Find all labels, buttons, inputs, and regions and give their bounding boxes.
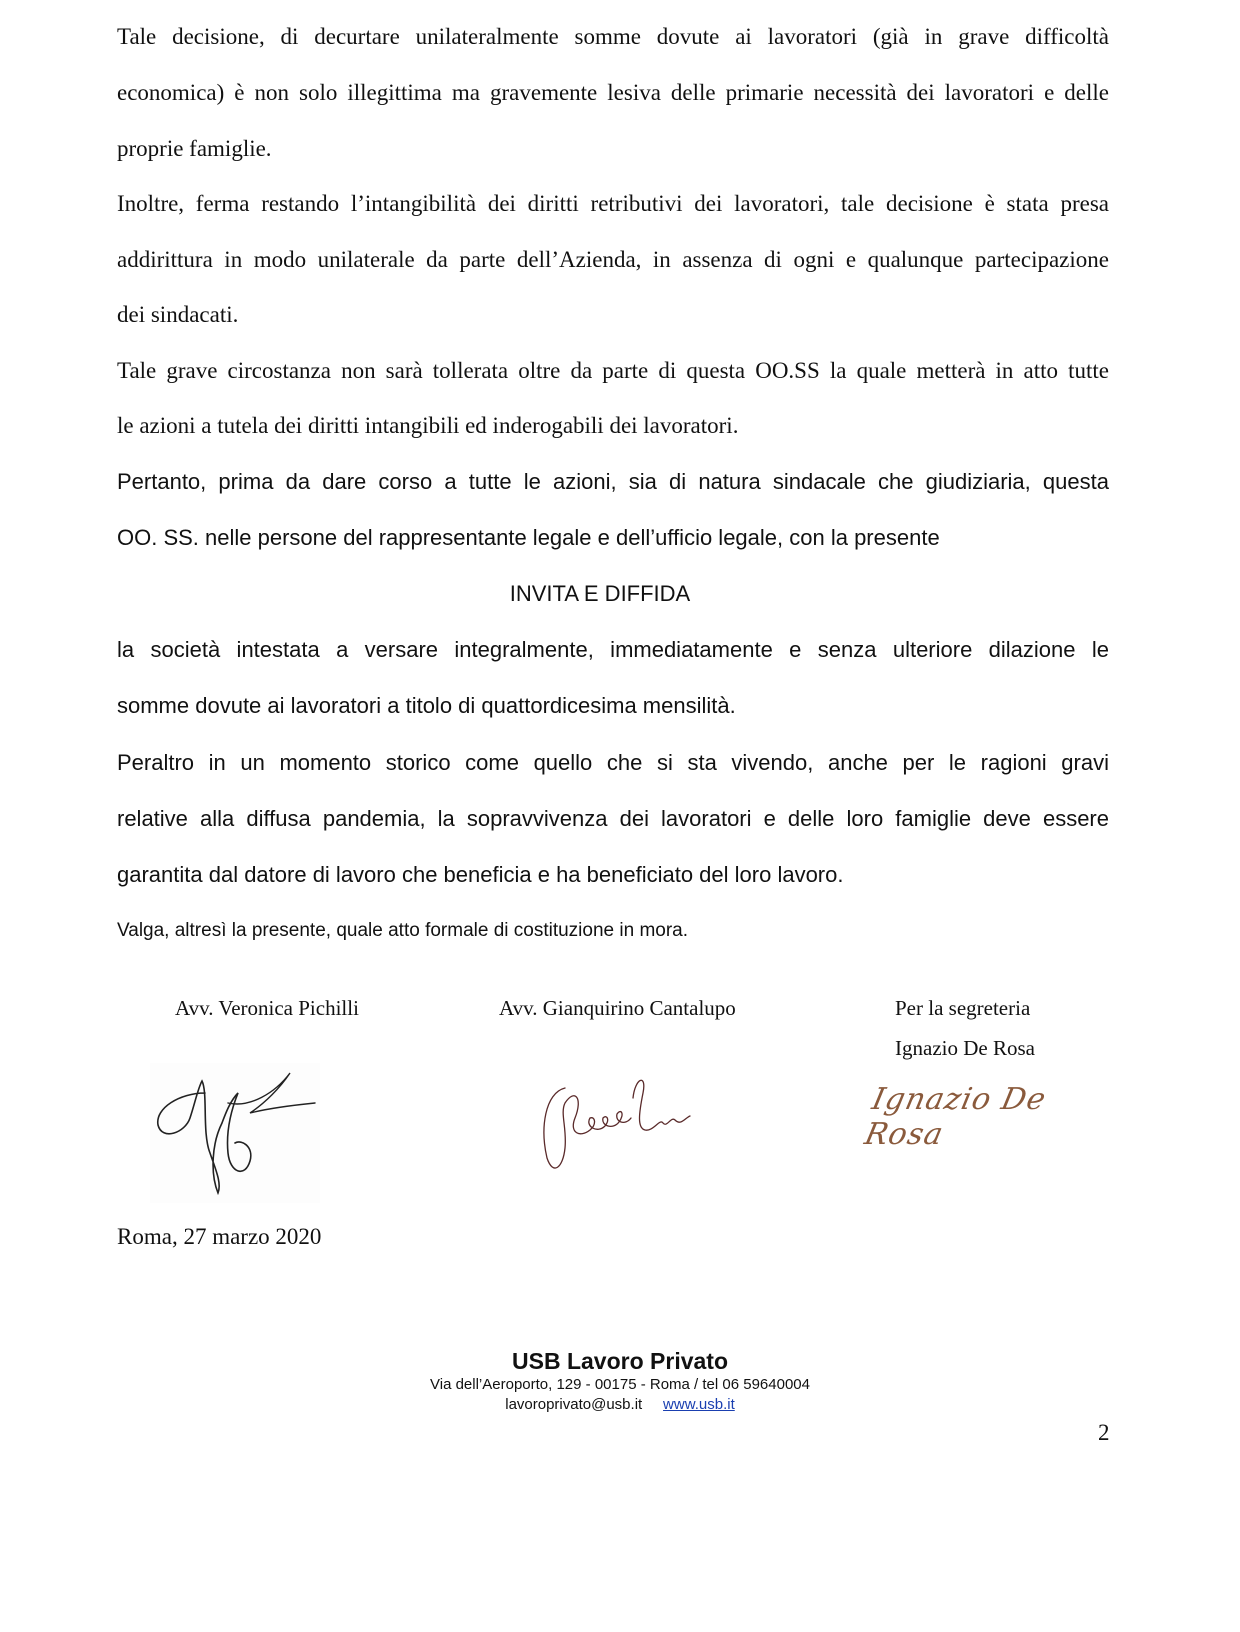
date-line: Roma, 27 marzo 2020 — [117, 1224, 322, 1249]
p7-line: Valga, altresì la presente, quale atto formale di costituzione in mora. — [117, 920, 689, 941]
footer-org-name: USB Lavoro Privato — [512, 1348, 728, 1374]
page-number: 2 — [1098, 1420, 1110, 1445]
signatory-1-name: Avv. Veronica Pichilli — [175, 996, 359, 1020]
heading-invita-e-diffida: INVITA E DIFFIDA — [509, 581, 691, 606]
footer-address: Via dell’Aeroporto, 129 - 00175 - Roma / tel 06 59640004 — [430, 1376, 810, 1393]
p2-line-2: addirittura in modo unilaterale da parte dell’Azienda, in assenza di ogni e qualunque partecipazione — [117, 247, 1109, 272]
p6-line-1: Peraltro in un momento storico come quello che si sta vivendo, anche per le ragioni gravi — [117, 750, 1109, 775]
footer-contacts — [0, 1396, 1240, 1413]
signature-2-image — [535, 1068, 695, 1188]
p2-line-3: dei sindacati. — [117, 302, 239, 327]
p6-line-2: relative alla diffusa pandemia, la sopravvivenza dei lavoratori e delle loro famiglie deve essere — [117, 806, 1109, 831]
p1-line-3: proprie famiglie. — [117, 136, 272, 161]
signature-3-image: Ignazio De Rosa — [861, 1082, 1050, 1152]
p5-line-1: la società intestata a versare integralmente, immediatamente e senza ulteriore dilazione le — [117, 637, 1109, 662]
p6-line-3: garantita dal datore di lavoro che beneficia e ha beneficiato del loro lavoro. — [117, 862, 844, 887]
signatory-3-name: Ignazio De Rosa — [895, 1036, 1035, 1060]
signatory-3-role: Per la segreteria — [895, 996, 1031, 1020]
p1-line-1: Tale decisione, di decurtare unilateralmente somme dovute ai lavoratori (già in grave difficoltà — [117, 24, 1109, 49]
signature-1-image — [150, 1063, 320, 1203]
p4-line-1: Pertanto, prima da dare corso a tutte le azioni, sia di natura sindacale che giudiziaria, questa — [117, 469, 1109, 494]
signatory-2-name: Avv. Gianquirino Cantalupo — [499, 996, 736, 1020]
p3-line-1: Tale grave circostanza non sarà tollerata oltre da parte di questa OO.SS la quale metterà in atto tutte — [117, 358, 1109, 383]
p4-line-2: OO. SS. nelle persone del rappresentante legale e dell’ufficio legale, con la presente — [117, 525, 940, 550]
footer-website-link[interactable]: www.usb.it — [663, 1396, 735, 1413]
p5-line-2: somme dovute ai lavoratori a titolo di quattordicesima mensilità. — [117, 693, 736, 718]
p1-line-2: economica) è non solo illegittima ma gravemente lesiva delle primarie necessità dei lavoratori e delle — [117, 80, 1109, 105]
footer-email[interactable]: lavoroprivato@usb.it — [505, 1396, 643, 1413]
p2-line-1: Inoltre, ferma restando l’intangibilità dei diritti retributivi dei lavoratori, tale decisione è stata presa — [117, 191, 1109, 216]
p3-line-2: le azioni a tutela dei diritti intangibili ed inderogabili dei lavoratori. — [117, 413, 739, 438]
